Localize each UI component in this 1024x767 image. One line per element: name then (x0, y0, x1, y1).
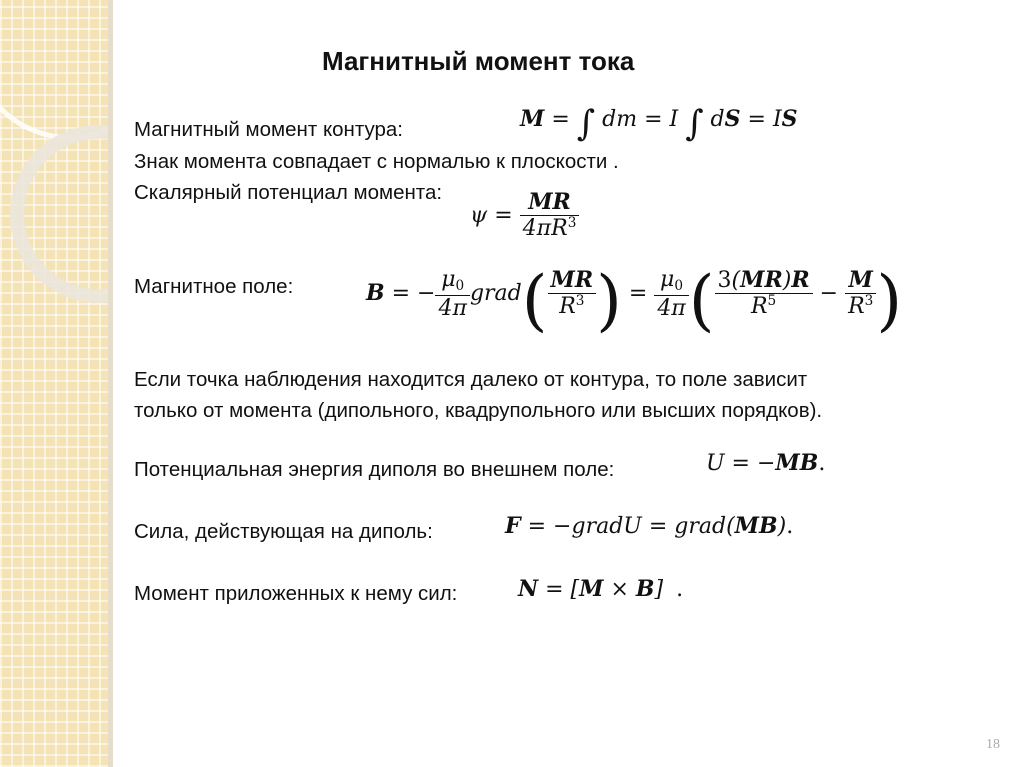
formula-torque: N = [M × B] . (518, 576, 684, 602)
text-potential-energy: Потенциальная энергия диполя во внешнем поле: (134, 458, 615, 481)
formula-force: F = −gradU = grad(MB). (505, 513, 794, 539)
trailing-period: . (818, 451, 826, 476)
decorative-ring (0, 0, 108, 140)
text-far-field-2: только от момента (дипольного, квадрупольного или высших порядков). (134, 399, 823, 422)
text-far-field-1: Если точка наблюдения находится далеко от контура, то поле зависит (134, 368, 808, 391)
slide-title: Магнитный момент тока (322, 46, 635, 76)
page-number: 18 (986, 737, 1000, 752)
trailing-period: . (676, 577, 684, 602)
text-magnetic-field: Магнитное поле: (134, 275, 294, 298)
formula-scalar-potential: ψ = $\frac{MR}{4\pi R^3}$ (470, 190, 579, 242)
formula-moment-contour: M = ∫ dm = I ∫ dS = IS (520, 103, 798, 144)
decorative-side-band (0, 0, 108, 767)
text-torque: Момент приложенных к нему сил: (134, 582, 458, 605)
text-scalar-potential: Скалярный потенциал момента: (134, 181, 443, 204)
formula-magnetic-field: B = − $\frac{\mu 0}{4\pi}$ grad( $\frac{MR}{R^3}$ ) = $\frac{\mu 0}{4\pi}$ ( $\frac{3(MR)R}{R^5}$ − $\frac{M}{R^3}$ ) (366, 262, 903, 339)
decorative-ring (10, 125, 108, 303)
text-moment-sign: Знак момента совпадает с нормалью к плоскости . (134, 150, 619, 173)
text-moment-contour: Магнитный момент контура: (134, 118, 404, 141)
trailing-period: . (786, 514, 794, 539)
text-force: Сила, действующая на диполь: (134, 520, 433, 543)
formula-potential-energy: U = −MB. (706, 450, 826, 476)
band-edge-divider (108, 0, 113, 767)
